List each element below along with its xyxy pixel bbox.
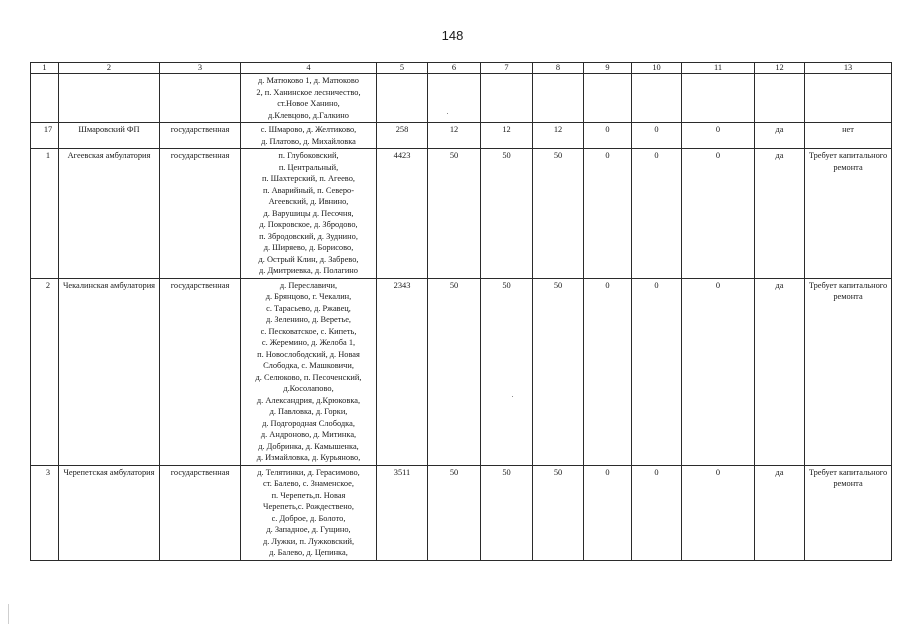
settlement-list-line: д. Западное, д. Гущино, bbox=[266, 525, 351, 534]
settlement-list-line: д. Андроново, д. Митинка, bbox=[260, 430, 357, 439]
settlement-list-line: п. Глубоковский, bbox=[278, 151, 339, 160]
cell-col-6: 50 bbox=[428, 149, 481, 279]
cell-col-11 bbox=[682, 74, 755, 123]
cell-col-7: 12 bbox=[481, 123, 533, 149]
settlement-list-line: д. Телятинки, д. Герасимово, bbox=[257, 467, 360, 477]
cell-col-5: 258 bbox=[377, 123, 428, 149]
col-header-6: 6 bbox=[428, 63, 481, 74]
cell-col-13 bbox=[805, 74, 892, 123]
cell-col-8: 12 bbox=[533, 123, 584, 149]
cell-col-3: государственная bbox=[160, 278, 241, 465]
settlement-list-line: д. Переславичи, bbox=[279, 280, 338, 290]
table-row bbox=[31, 149, 892, 279]
settlement-list-line: с. Шмарово, д. Желтиково, bbox=[260, 125, 357, 134]
settlement-list-line: Агеевский, д. Ивнино, bbox=[268, 197, 349, 206]
scan-edge-mark bbox=[8, 604, 9, 624]
col-header-13: 13 bbox=[805, 63, 892, 74]
cell-col-6 bbox=[428, 74, 481, 123]
settlement-list-line: п. Черепеть,п. Новая bbox=[271, 490, 346, 500]
settlement-list-line: д. Варушицы д. Песочня, bbox=[263, 208, 354, 218]
settlement-list-line: с. Жеремино, д. Желоба 1, bbox=[261, 338, 356, 347]
settlement-list-line: д. Зеленино, д. Веретье, bbox=[265, 315, 352, 324]
scan-speck bbox=[512, 396, 513, 397]
settlement-list-line: д. Измайловка, д. Курьяново, bbox=[256, 453, 361, 462]
col-header-2: 2 bbox=[59, 63, 160, 74]
cell-col-8 bbox=[533, 74, 584, 123]
cell-col-9: 0 bbox=[584, 278, 632, 465]
cell-col-9 bbox=[584, 74, 632, 123]
cell-col-8: 50 bbox=[533, 465, 584, 560]
cell-col-3: государственная bbox=[160, 123, 241, 149]
scan-speck bbox=[447, 113, 448, 114]
cell-col-2: Агеевская амбулатория bbox=[59, 149, 160, 279]
cell-col-8: 50 bbox=[533, 149, 584, 279]
cell-col-11: 0 bbox=[682, 278, 755, 465]
table-row bbox=[31, 74, 892, 123]
cell-col-1: 17 bbox=[31, 123, 59, 149]
settlement-list-line: д. Дмитриевка, д. Полагино bbox=[259, 266, 358, 275]
settlement-list-line: Слободка, с. Машковичи, bbox=[263, 361, 354, 370]
settlement-list-line: д. Острый Клин, д. Забрево, bbox=[258, 254, 359, 264]
cell-col-1 bbox=[31, 74, 59, 123]
cell-col-7: 50 bbox=[481, 149, 533, 279]
cell-col-1: 3 bbox=[31, 465, 59, 560]
cell-col-5: 2343 bbox=[377, 278, 428, 465]
cell-col-7: 50 bbox=[481, 465, 533, 560]
cell-col-12: да bbox=[755, 465, 805, 560]
col-header-12: 12 bbox=[755, 63, 805, 74]
settlement-list-line: д. Селюково, п. Песоченский, bbox=[255, 372, 362, 382]
col-header-7: 7 bbox=[481, 63, 533, 74]
cell-col-10: 0 bbox=[632, 149, 682, 279]
cell-col-1: 1 bbox=[31, 149, 59, 279]
settlement-list-line: д. Матюково 1, д. Матюково bbox=[258, 76, 359, 85]
settlement-list-line: д. Брянцово, г. Чекалин, bbox=[265, 292, 352, 301]
page-number: 148 bbox=[441, 28, 464, 43]
cell-col-13: Требует капитального ремонта bbox=[805, 149, 892, 279]
settlement-list-line: д.Косолапово, bbox=[283, 384, 334, 393]
col-header-11: 11 bbox=[682, 63, 755, 74]
cell-col-4 bbox=[241, 74, 377, 123]
settlement-list-line: п. Аварийный, п. Северо- bbox=[262, 185, 355, 195]
cell-col-7 bbox=[481, 74, 533, 123]
column-number-row bbox=[31, 63, 892, 74]
cell-col-2 bbox=[59, 74, 160, 123]
col-header-8: 8 bbox=[533, 63, 584, 74]
facilities-table bbox=[30, 62, 892, 561]
settlement-list-line: д. Подгородная Слободка, bbox=[262, 418, 355, 428]
cell-col-6: 50 bbox=[428, 278, 481, 465]
cell-col-12 bbox=[755, 74, 805, 123]
cell-col-3: государственная bbox=[160, 149, 241, 279]
col-header-9: 9 bbox=[584, 63, 632, 74]
settlement-list-line: ст.Новое Ханино, bbox=[277, 99, 340, 108]
settlement-list-line: д. Павловка, д. Горки, bbox=[269, 407, 348, 416]
settlement-list-line: д. Ширяево, д. Борисово, bbox=[263, 243, 354, 252]
table-row bbox=[31, 123, 892, 149]
col-header-5: 5 bbox=[377, 63, 428, 74]
cell-col-12: да bbox=[755, 149, 805, 279]
cell-col-9: 0 bbox=[584, 149, 632, 279]
cell-col-2: Шмаровский ФП bbox=[59, 123, 160, 149]
settlement-list-line: с. Песковатское, с. Кипеть, bbox=[260, 326, 357, 336]
cell-col-10: 0 bbox=[632, 278, 682, 465]
cell-col-8: 50 bbox=[533, 278, 584, 465]
cell-col-5: 4423 bbox=[377, 149, 428, 279]
cell-col-13: Требует капитального ремонта bbox=[805, 278, 892, 465]
col-header-10: 10 bbox=[632, 63, 682, 74]
settlement-list-line: п. Збродовский, д. Зуднино, bbox=[259, 231, 358, 241]
settlement-list-line: д. Платово, д. Михайловка bbox=[261, 136, 356, 146]
settlement-list-line: 2, п. Ханинское лесничество, bbox=[256, 87, 361, 97]
col-header-1: 1 bbox=[31, 63, 59, 74]
cell-col-2: Чекалинская амбулатория bbox=[59, 278, 160, 465]
cell-col-4 bbox=[241, 123, 377, 149]
settlement-list-line: д. Александрия, д.Крюковка, bbox=[256, 395, 361, 405]
cell-col-3 bbox=[160, 74, 241, 123]
settlement-list-line: с. Тарасьево, д. Ржавец, bbox=[266, 303, 351, 313]
cell-col-6: 12 bbox=[428, 123, 481, 149]
cell-col-9: 0 bbox=[584, 465, 632, 560]
cell-col-10: 0 bbox=[632, 123, 682, 149]
cell-col-10: 0 bbox=[632, 465, 682, 560]
settlement-list-line: д. Лужки, п. Лужковский, bbox=[262, 536, 355, 546]
settlement-list-line: п. Шахтерский, п. Агеево, bbox=[262, 174, 355, 183]
cell-col-7: 50 bbox=[481, 278, 533, 465]
cell-col-5 bbox=[377, 74, 428, 123]
table-row bbox=[31, 278, 892, 465]
settlement-list-line: п. Новослободский, д. Новая bbox=[257, 349, 360, 359]
cell-col-1: 2 bbox=[31, 278, 59, 465]
settlement-list-line: п. Центральный, bbox=[278, 162, 339, 172]
cell-col-3: государственная bbox=[160, 465, 241, 560]
settlement-list-line: с. Доброе, д. Болото, bbox=[271, 513, 346, 523]
cell-col-4 bbox=[241, 465, 377, 560]
settlement-list-line: д. Покровское, д. Збродово, bbox=[259, 220, 358, 229]
cell-col-4 bbox=[241, 149, 377, 279]
table-row bbox=[31, 465, 892, 560]
cell-col-11: 0 bbox=[682, 123, 755, 149]
cell-col-12: да bbox=[755, 123, 805, 149]
settlement-list-line: д.Клевцово, д.Галкино bbox=[268, 110, 349, 120]
cell-col-12: да bbox=[755, 278, 805, 465]
cell-col-5: 3511 bbox=[377, 465, 428, 560]
col-header-4: 4 bbox=[241, 63, 377, 74]
cell-col-9: 0 bbox=[584, 123, 632, 149]
cell-col-13: Требует капитального ремонта bbox=[805, 465, 892, 560]
cell-col-13: нет bbox=[805, 123, 892, 149]
cell-col-4 bbox=[241, 278, 377, 465]
col-header-3: 3 bbox=[160, 63, 241, 74]
settlement-list-line: ст. Балево, с. Знаменское, bbox=[263, 479, 354, 488]
cell-col-2: Черепетская амбулатория bbox=[59, 465, 160, 560]
cell-col-6: 50 bbox=[428, 465, 481, 560]
cell-col-11: 0 bbox=[682, 149, 755, 279]
settlement-list-line: Черепеть,с. Рождествено, bbox=[263, 502, 354, 511]
cell-col-10 bbox=[632, 74, 682, 123]
settlement-list-line: д. Добринка, д. Камышенка, bbox=[258, 441, 359, 451]
cell-col-11: 0 bbox=[682, 465, 755, 560]
settlement-list-line: д. Балево, д. Цепинка, bbox=[269, 548, 348, 557]
